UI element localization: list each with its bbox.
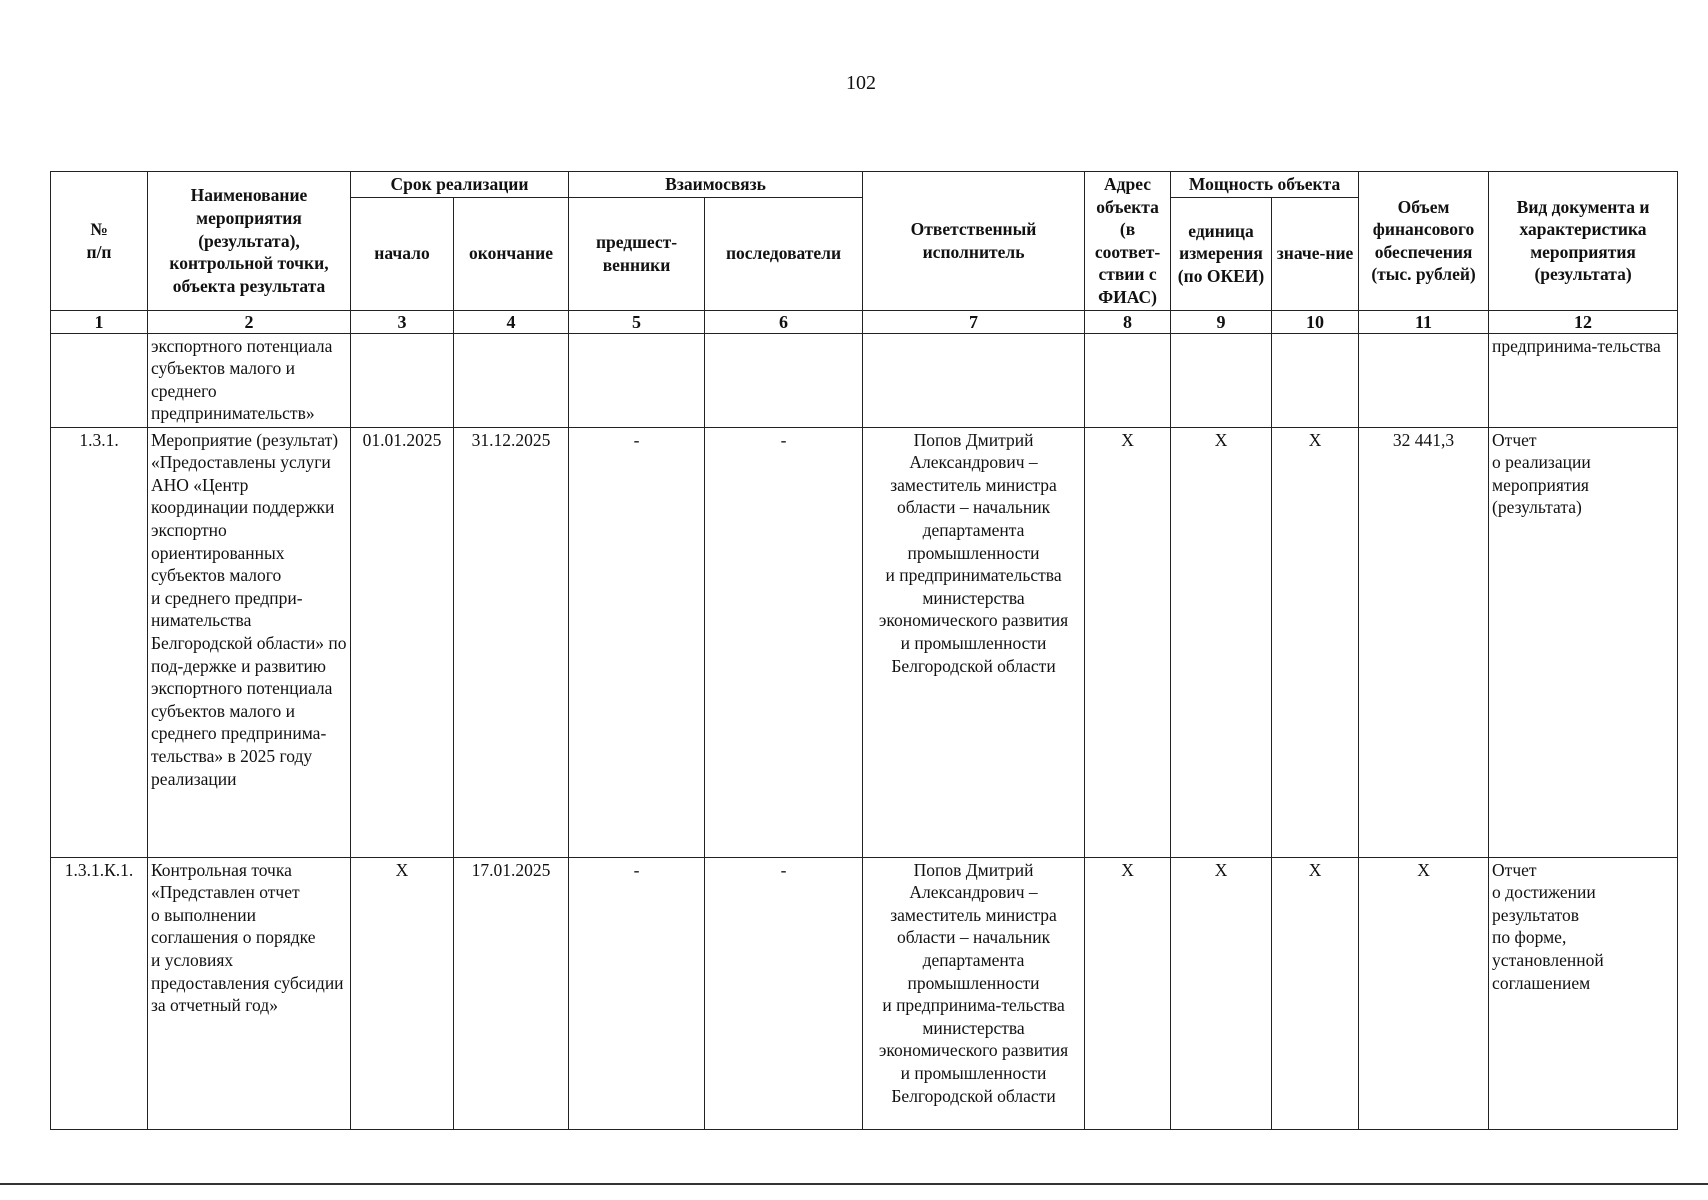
row-pred: - xyxy=(569,427,705,857)
row-unit xyxy=(1171,333,1272,427)
row-name: экспортного потенциала субъектов малого и среднего предпринимательств» xyxy=(148,333,351,427)
row-unit: X xyxy=(1171,427,1272,857)
column-number: 7 xyxy=(863,310,1085,333)
row-num: 1.3.1.К.1. xyxy=(51,857,148,1129)
row-value: X xyxy=(1272,857,1359,1129)
row-address xyxy=(1085,333,1171,427)
row-finance xyxy=(1359,333,1489,427)
row-doc: Отчет о достижении результатов по форме, установленной соглашением xyxy=(1489,857,1678,1129)
header-responsible: Ответственный исполнитель xyxy=(863,172,1085,311)
row-responsible xyxy=(863,333,1085,427)
column-number: 5 xyxy=(569,310,705,333)
column-number: 2 xyxy=(148,310,351,333)
column-number: 9 xyxy=(1171,310,1272,333)
header-link-pred: предшест-венники xyxy=(569,197,705,310)
row-name: Контрольная точка «Представлен отчет о выполнении соглашения о порядке и условиях предоставления субсидии за отчетный год» xyxy=(148,857,351,1129)
column-number: 11 xyxy=(1359,310,1489,333)
row-end: 17.01.2025 xyxy=(454,857,569,1129)
header-address: Адрес объекта (в соответ-ствии с ФИАС) xyxy=(1085,172,1171,311)
row-address: X xyxy=(1085,857,1171,1129)
column-number: 10 xyxy=(1272,310,1359,333)
row-end xyxy=(454,333,569,427)
row-doc: Отчет о реализации мероприятия (результата) xyxy=(1489,427,1678,857)
row-succ: - xyxy=(705,427,863,857)
row-start: 01.01.2025 xyxy=(351,427,454,857)
row-responsible: Попов Дмитрий Александрович – заместитель министра области – начальник департамента промышленности и предпринимательства министерства экономического развития и промышленности Белгородской области xyxy=(863,427,1085,857)
row-start: X xyxy=(351,857,454,1129)
row-num xyxy=(51,333,148,427)
row-finance: 32 441,3 xyxy=(1359,427,1489,857)
row-finance: X xyxy=(1359,857,1489,1129)
row-responsible: Попов Дмитрий Александрович – заместитель министра области – начальник департамента промышленности и предпринима-тельства министерства экономического развития и промышленности Белгородской области xyxy=(863,857,1085,1129)
row-pred xyxy=(569,333,705,427)
header-link-group: Взаимосвязь xyxy=(569,172,863,198)
table-row xyxy=(51,427,1678,857)
header-doc: Вид документа и характеристика мероприятия (результата) xyxy=(1489,172,1678,311)
column-number: 1 xyxy=(51,310,148,333)
row-value xyxy=(1272,333,1359,427)
header-capacity-unit: единица измерения (по ОКЕИ) xyxy=(1171,197,1272,310)
column-number: 4 xyxy=(454,310,569,333)
row-name: Мероприятие (результат) «Предоставлены услуги АНО «Центр координации поддержки экспортно ориентированных субъектов малого и среднего предпри-нимательства Белгородской области» по под-держке и развитию экспортного потенциала субъектов малого и среднего предпринима-тельства» в 2025 году реализации xyxy=(148,427,351,857)
row-unit: X xyxy=(1171,857,1272,1129)
header-num: № п/п xyxy=(51,172,148,311)
row-succ xyxy=(705,333,863,427)
table-row xyxy=(51,857,1678,1129)
header-term-end: окончание xyxy=(454,197,569,310)
row-value: X xyxy=(1272,427,1359,857)
header-name: Наименование мероприятия (результата), контрольной точки, объекта результата xyxy=(148,172,351,311)
row-start xyxy=(351,333,454,427)
plan-table xyxy=(50,171,1678,1130)
header-capacity-value: значе-ние xyxy=(1272,197,1359,310)
column-number: 3 xyxy=(351,310,454,333)
column-number: 12 xyxy=(1489,310,1678,333)
row-num: 1.3.1. xyxy=(51,427,148,857)
header-link-succ: последователи xyxy=(705,197,863,310)
column-number: 8 xyxy=(1085,310,1171,333)
row-pred: - xyxy=(569,857,705,1129)
table-row xyxy=(51,333,1678,427)
row-address: X xyxy=(1085,427,1171,857)
column-number: 6 xyxy=(705,310,863,333)
row-end: 31.12.2025 xyxy=(454,427,569,857)
row-succ: - xyxy=(705,857,863,1129)
header-term-start: начало xyxy=(351,197,454,310)
header-finance: Объем финансового обеспечения (тыс. рублей) xyxy=(1359,172,1489,311)
scan-edge-line xyxy=(0,1183,1708,1185)
header-capacity-group: Мощность объекта xyxy=(1171,172,1359,198)
header-term-group: Срок реализации xyxy=(351,172,569,198)
row-doc: предпринима-тельства xyxy=(1489,333,1678,427)
page-number: 102 xyxy=(846,72,876,94)
